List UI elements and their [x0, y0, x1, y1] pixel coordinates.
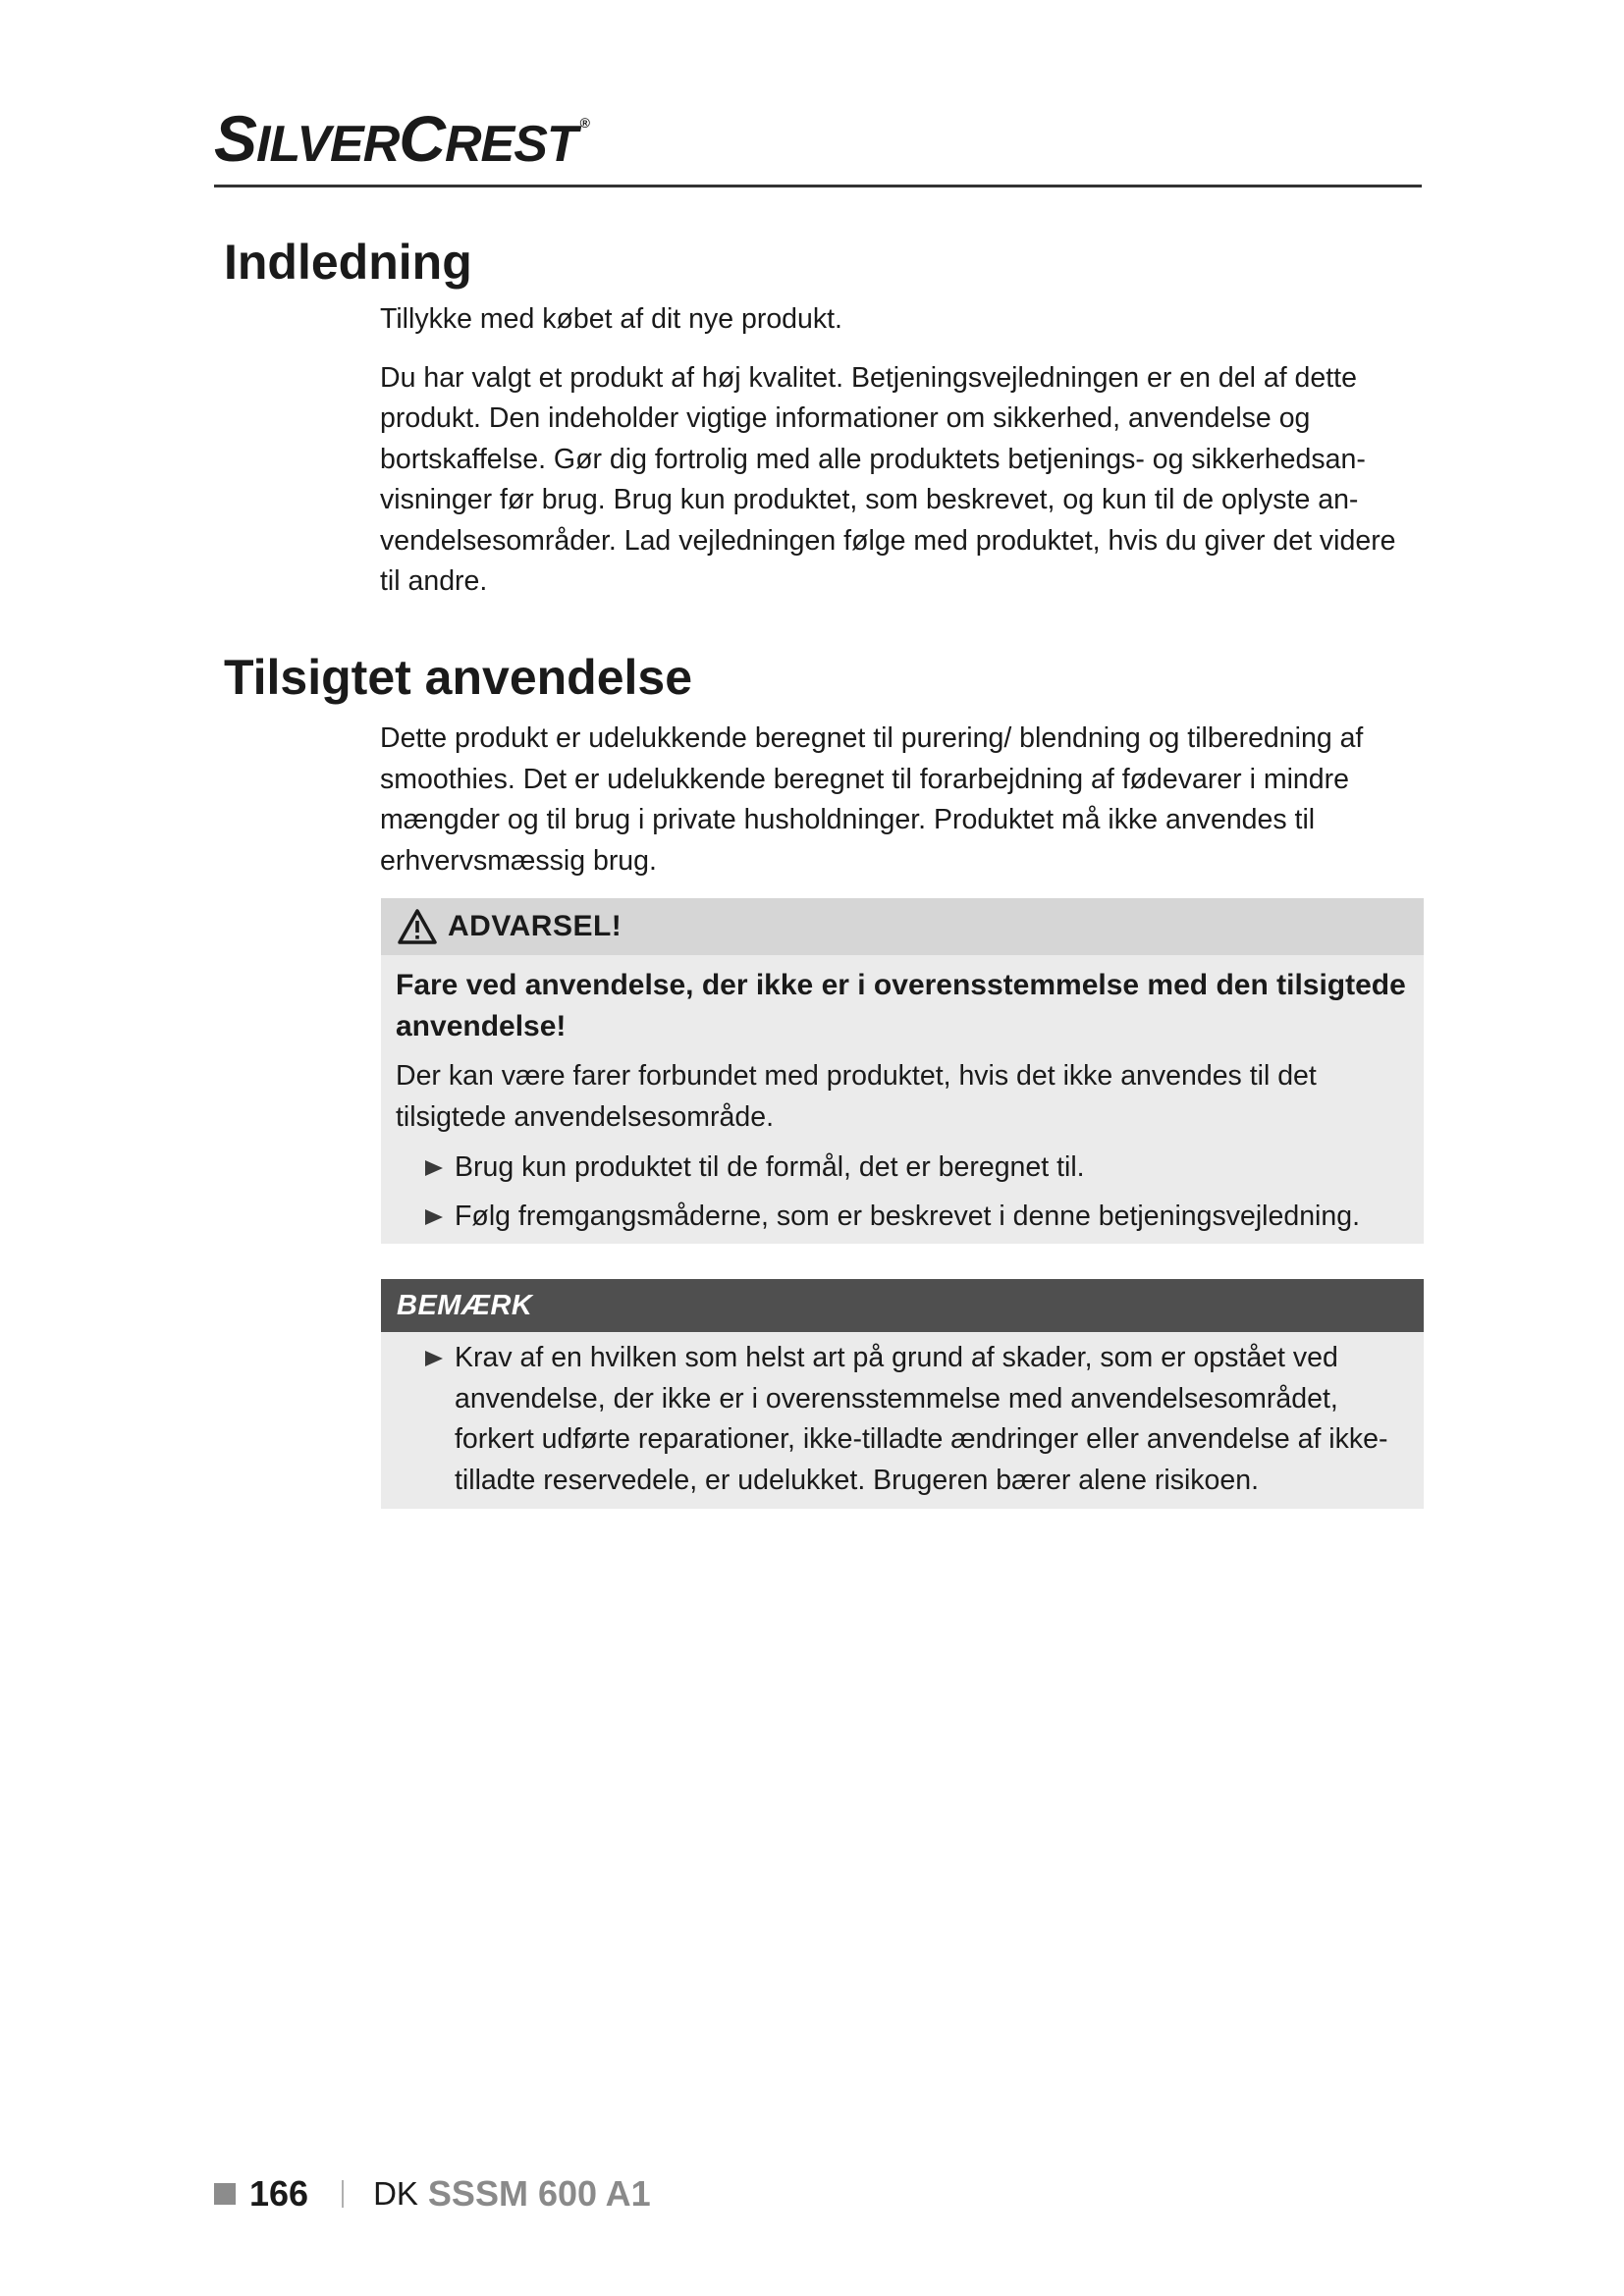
warning-bullet-1: Brug kun produktet til de formål, det er beregnet til.: [455, 1151, 1085, 1183]
page-number: 166: [249, 2173, 309, 2214]
warning-triangle-icon: [397, 908, 438, 945]
brand-logo: [214, 102, 589, 175]
warning-headline: Fare ved anvendelse, der ikke er i overensstemmelse med den tilsigtede anvendelse!: [396, 969, 1406, 1042]
arrow-right-icon: [425, 1351, 443, 1366]
footer-square-icon: [214, 2183, 236, 2205]
section-title-intended-use: Tilsigtet anvendelse: [224, 650, 693, 705]
note-text: Krav af en hvilken som helst art på grund af skader, som er opstået ved anvendelse, der ikke er i overensstemmelse med anvendelsesområdet, forkert udførte reparationer, ikke-tilladte ændringer eller anvendelse af ikke-tilladte reservedele, er udelukket. Brugeren bærer alene risikoen.: [455, 1342, 1388, 1496]
list-item: [425, 1148, 1408, 1189]
brand-logo-s: S: [214, 102, 257, 175]
footer-model: SSSM 600 A1: [427, 2173, 651, 2214]
header-divider: [214, 185, 1422, 187]
intro-paragraph-2: Du har valgt et produkt af høj kvalitet. Betjeningsvejledningen er en del af dette produkt. Den indeholder vigtige informationer om sikkerhed, anvendelse og bortskaffelse. Gør dig fortrolig med alle produktets betjenings- og sikkerhedsan-visninger før brug. Brug kun produktet, som beskrevet, og kun til de oplyste an-vendelsesområder. Lad vejledningen følge med produktet, hvis du giver det videre til andre.: [380, 361, 1396, 597]
intended-use-text: [380, 719, 1423, 881]
brand-logo-c: C: [399, 102, 445, 175]
warning-bullet-2: Følg fremgangsmåderne, som er beskrevet i denne betjeningsvejledning.: [455, 1200, 1361, 1232]
introduction-text: [380, 299, 1423, 603]
arrow-right-icon: [425, 1160, 443, 1176]
arrow-right-icon: [425, 1209, 443, 1225]
footer-language: DK: [373, 2175, 418, 2212]
footer-separator: [342, 2180, 344, 2208]
warning-body: [381, 955, 1424, 1237]
note-header: [381, 1279, 1424, 1332]
brand-logo-ilver: ILVER: [256, 116, 400, 173]
note-box: [381, 1279, 1424, 1509]
registered-mark: ®: [579, 115, 589, 131]
intended-use-paragraph: Dette produkt er udelukkende beregnet til purering/ blendning og tilberedning af smoothies. Det er udelukkende beregnet til forarbejdning af fødevarer i mindre mængder og til brug i private husholdninger. Produktet må ikke anvendes til erhvervsmæssig brug.: [380, 722, 1364, 877]
list-item: [425, 1338, 1408, 1501]
warning-label: ADVARSEL!: [448, 910, 623, 942]
note-body: [381, 1332, 1424, 1501]
page-footer: [214, 2174, 651, 2214]
note-label: BEMÆRK: [397, 1289, 533, 1321]
list-item: [425, 1197, 1408, 1238]
warning-header: [381, 898, 1424, 955]
warning-bullet-list: [396, 1148, 1408, 1237]
warning-box: [381, 898, 1424, 1244]
warning-text: Der kan være farer forbundet med produktet, hvis det ikke anvendes til det tilsigtede anvendelsesområde.: [396, 1060, 1317, 1133]
section-title-introduction: Indledning: [224, 235, 472, 290]
intro-paragraph-1: Tillykke med købet af dit nye produkt.: [380, 303, 842, 335]
brand-logo-rest: REST: [444, 116, 577, 173]
